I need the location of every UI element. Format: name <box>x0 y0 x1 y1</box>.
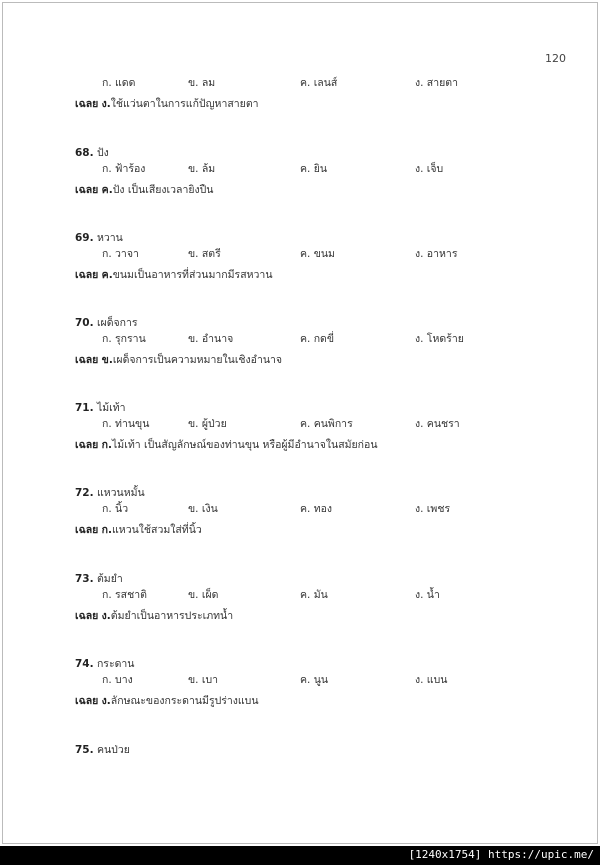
answer-label: เฉลย <box>75 269 99 281</box>
answer-option: ข. เบา <box>188 674 219 686</box>
answer-line <box>75 95 259 112</box>
answer-option: ก. นิ้ว <box>102 503 129 515</box>
answer-option: ข. เงิน <box>188 503 218 515</box>
answer-line <box>75 351 282 368</box>
answer-option: ข. ล้ม <box>188 163 216 175</box>
question <box>75 655 134 672</box>
answer-line <box>75 266 273 283</box>
question <box>75 484 145 501</box>
answer-option: ง. คนชรา <box>415 418 460 430</box>
question-word: กระดาน <box>96 658 135 670</box>
answer-option: ข. เผ็ด <box>188 589 219 601</box>
question-word: เผด็จการ <box>96 317 138 329</box>
answer-option: ค. ยิน <box>300 163 328 175</box>
answer-label: เฉลย <box>75 695 99 707</box>
answer-option: ข. ลม <box>188 77 216 89</box>
answer-option: ก. รุกราน <box>102 333 146 345</box>
answer-line <box>75 521 202 538</box>
answer-line <box>75 181 213 198</box>
answer-option: ง. โหดร้าย <box>415 333 464 345</box>
answer-key: ก. <box>101 439 113 451</box>
question <box>75 399 126 416</box>
question-word: ไม้เท้า <box>96 402 126 414</box>
question-number: 73. <box>75 573 94 585</box>
answer-line <box>75 607 233 624</box>
answer-option: ง. แบน <box>415 674 448 686</box>
answer-option: ค. นูน <box>300 674 329 686</box>
answer-option: ข. ผู้ป่วย <box>188 418 227 430</box>
answer-key: ง. <box>101 695 111 707</box>
answer-label: เฉลย <box>75 354 99 366</box>
answer-option: ก. ท่านขุน <box>102 418 150 430</box>
answer-option: ก. วาจา <box>102 248 139 260</box>
answer-key: ค. <box>101 184 113 196</box>
answer-label: เฉลย <box>75 98 99 110</box>
answer-option: ก. รสชาติ <box>102 589 147 601</box>
image-info-bar <box>0 846 600 865</box>
answer-explanation: ขนมเป็นอาหารที่ส่วนมากมีรสหวาน <box>112 269 273 281</box>
question-word: หวาน <box>96 232 123 244</box>
question <box>75 229 123 246</box>
question <box>75 314 138 331</box>
answer-option: ง. เจ็บ <box>415 163 444 175</box>
question-number: 68. <box>75 147 94 159</box>
answer-option: ข. อำนาจ <box>188 333 234 345</box>
answer-option: ง. น้ำ <box>415 589 440 601</box>
answer-option: ข. สตรี <box>188 248 221 260</box>
question <box>75 741 130 758</box>
answer-label: เฉลย <box>75 184 99 196</box>
answer-explanation: ใช้แว่นตาในการแก้ปัญหาสายตา <box>110 98 259 110</box>
question-number: 74. <box>75 658 94 670</box>
answer-explanation: ปัง เป็นเสียงเวลายิงปืน <box>112 184 214 196</box>
answer-option: ก. บาง <box>102 674 133 686</box>
answer-explanation: ลักษณะของกระดานมีรูปร่างแบน <box>110 695 259 707</box>
answer-option: ค. มัน <box>300 589 328 601</box>
answer-explanation: แหวนใช้สวมใส่ที่นิ้ว <box>112 524 202 536</box>
question <box>75 144 109 161</box>
question-number: 75. <box>75 744 94 756</box>
question-word: ปัง <box>96 147 109 159</box>
question-number: 71. <box>75 402 94 414</box>
answer-option: ก. ฟ้าร้อง <box>102 163 146 175</box>
question-word: ต้มยำ <box>96 573 123 585</box>
question-number: 70. <box>75 317 94 329</box>
answer-option: ค. ทอง <box>300 503 333 515</box>
answer-explanation: เผด็จการเป็นความหมายในเชิงอำนาจ <box>112 354 283 366</box>
page-number: 120 <box>545 52 566 65</box>
answer-key: ง. <box>101 610 111 622</box>
answer-key: ง. <box>101 98 111 110</box>
answer-option: ค. คนพิการ <box>300 418 353 430</box>
answer-option: ค. เลนส์ <box>300 77 338 89</box>
question-word: คนป่วย <box>96 744 130 756</box>
answer-key: ค. <box>101 269 113 281</box>
answer-option: ค. ขนม <box>300 248 335 260</box>
answer-label: เฉลย <box>75 439 99 451</box>
question <box>75 570 123 587</box>
answer-label: เฉลย <box>75 524 99 536</box>
answer-explanation: ต้มยำเป็นอาหารประเภทน้ำ <box>110 610 234 622</box>
answer-line <box>75 436 378 453</box>
answer-key: ข. <box>101 354 113 366</box>
image-info-text: [1240x1754] https://upic.me/ <box>408 848 594 861</box>
answer-key: ก. <box>101 524 113 536</box>
answer-option: ง. สายตา <box>415 77 458 89</box>
answer-explanation: ไม้เท้า เป็นสัญลักษณ์ของท่านขุน หรือผู้มีอำนาจในสมัยก่อน <box>112 439 378 451</box>
answer-option: ก. แดด <box>102 77 136 89</box>
answer-option: ง. อาหาร <box>415 248 458 260</box>
answer-option: ค. กดขี่ <box>300 333 335 345</box>
answer-option: ง. เพชร <box>415 503 451 515</box>
question-word: แหวนหมั้น <box>96 487 145 499</box>
answer-label: เฉลย <box>75 610 99 622</box>
question-number: 72. <box>75 487 94 499</box>
answer-line <box>75 692 259 709</box>
question-number: 69. <box>75 232 94 244</box>
